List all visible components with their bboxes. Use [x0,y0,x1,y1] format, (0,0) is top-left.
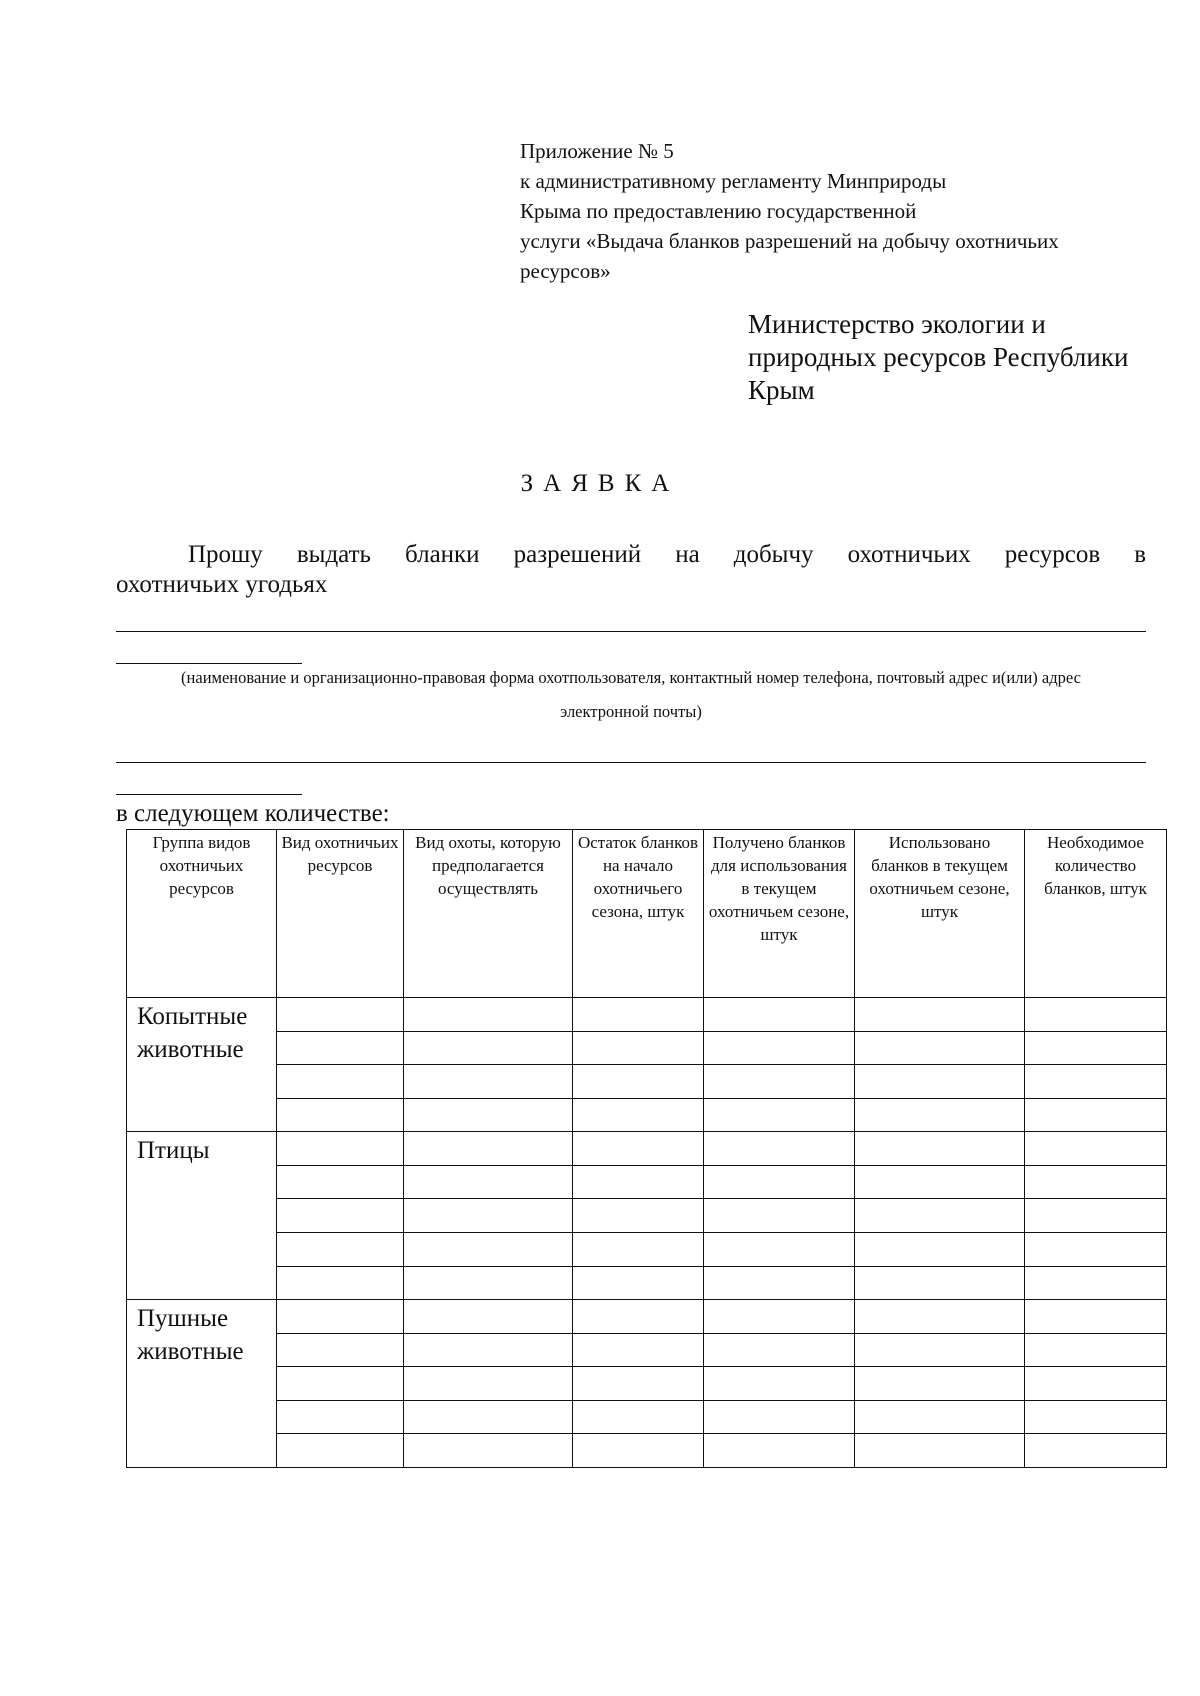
table-cell[interactable] [573,1333,704,1367]
table-cell[interactable] [855,1199,1025,1233]
table-cell[interactable] [573,1434,704,1468]
table-cell[interactable] [704,1232,855,1266]
table-row [127,1367,1167,1401]
table-cell[interactable] [404,1199,573,1233]
table-cell[interactable] [1025,1232,1167,1266]
group-cell-ungulates: Копытные животные [127,998,277,1132]
table-cell[interactable] [855,1132,1025,1166]
table-row [127,1333,1167,1367]
request-text-line: Прошу выдать бланки разрешений на добычу охотничьих ресурсов в [188,541,1146,568]
table-header-row [127,830,1167,998]
table-cell[interactable] [573,1098,704,1132]
table-cell[interactable] [404,1367,573,1401]
table-cell[interactable] [704,1132,855,1166]
table-cell[interactable] [277,1333,404,1367]
table-row [127,1098,1167,1132]
table-cell[interactable] [1025,1333,1167,1367]
table-cell[interactable] [404,1300,573,1334]
fill-in-line[interactable] [116,762,1146,763]
quantity-table [126,829,1167,1468]
table-cell[interactable] [855,1065,1025,1099]
table-row [127,1031,1167,1065]
table-cell[interactable] [277,1065,404,1099]
table-cell[interactable] [277,1266,404,1300]
table-cell[interactable] [1025,1098,1167,1132]
table-cell[interactable] [404,1132,573,1166]
quantity-label: в следующем количестве: [116,800,390,827]
table-row [127,1300,1167,1334]
table-cell[interactable] [1025,1031,1167,1065]
table-row [127,998,1167,1032]
table-cell[interactable] [404,1098,573,1132]
table-cell[interactable] [277,1400,404,1434]
table-cell[interactable] [573,998,704,1032]
header-remaining-blanks: Остаток бланков на начало охотничьего сезона, штук [573,830,704,998]
table-cell[interactable] [704,1031,855,1065]
table-row [127,1266,1167,1300]
table-cell[interactable] [573,1165,704,1199]
recipient-line: Крым [748,375,815,405]
table-cell[interactable] [855,1400,1025,1434]
table-row [127,1132,1167,1166]
table-cell[interactable] [704,1065,855,1099]
table-row [127,1232,1167,1266]
table-row [127,1400,1167,1434]
appendix-block [520,136,1059,286]
recipient-block [748,308,1128,407]
table-cell[interactable] [573,1065,704,1099]
table-cell[interactable] [277,1300,404,1334]
appendix-line: к административному регламенту Минприроды [520,169,947,193]
appendix-line: Приложение № 5 [520,139,674,163]
header-hunting-type: Вид охоты, которую предполагается осуществлять [404,830,573,998]
table-row [127,1165,1167,1199]
header-resource-type: Вид охотничьих ресурсов [277,830,404,998]
recipient-line: Министерство экологии и [748,309,1046,339]
table-cell[interactable] [855,1333,1025,1367]
field-caption: электронной почты) [560,702,702,721]
table-cell[interactable] [1025,998,1167,1032]
table-cell[interactable] [704,1098,855,1132]
table-cell[interactable] [573,1400,704,1434]
table-cell[interactable] [704,1367,855,1401]
table-cell[interactable] [704,1300,855,1334]
table-cell[interactable] [1025,1199,1167,1233]
table-cell[interactable] [277,1165,404,1199]
group-cell-fur-animals: Пушные животные [127,1300,277,1468]
table-cell[interactable] [1025,1132,1167,1166]
table-cell[interactable] [404,1232,573,1266]
table-cell[interactable] [573,1300,704,1334]
table-cell[interactable] [704,1434,855,1468]
table-cell[interactable] [404,1031,573,1065]
table-cell[interactable] [277,1031,404,1065]
table-cell[interactable] [855,1434,1025,1468]
table-cell[interactable] [277,1232,404,1266]
table-cell[interactable] [573,1266,704,1300]
table-row [127,1434,1167,1468]
table-cell[interactable] [404,1266,573,1300]
table-cell[interactable] [855,1165,1025,1199]
table-cell[interactable] [855,1300,1025,1334]
table-cell[interactable] [573,1367,704,1401]
table-cell[interactable] [277,1098,404,1132]
table-cell[interactable] [404,1065,573,1099]
appendix-line: ресурсов» [520,259,611,283]
table-cell[interactable] [573,1031,704,1065]
table-cell[interactable] [277,1199,404,1233]
table-row [127,1199,1167,1233]
table-cell[interactable] [855,998,1025,1032]
table-cell[interactable] [573,1199,704,1233]
recipient-line: природных ресурсов Республики [748,342,1129,372]
table-cell[interactable] [1025,1266,1167,1300]
table-cell[interactable] [1025,1300,1167,1334]
table-cell[interactable] [1025,1065,1167,1099]
table-cell[interactable] [573,1132,704,1166]
header-resource-group: Группа видов охотничьих ресурсов [127,830,277,998]
table-cell[interactable] [573,1232,704,1266]
table-cell[interactable] [855,1266,1025,1300]
table-row [127,1065,1167,1099]
request-text-line: охотничьих угодьях [116,571,328,598]
table-cell[interactable] [1025,1367,1167,1401]
table-cell[interactable] [704,1199,855,1233]
table-cell[interactable] [704,1400,855,1434]
header-needed-blanks: Необходимое количество бланков, штук [1025,830,1167,998]
table-cell[interactable] [277,1132,404,1166]
table-cell[interactable] [704,998,855,1032]
table-cell[interactable] [1025,1165,1167,1199]
table-cell[interactable] [1025,1400,1167,1434]
table-cell[interactable] [404,1434,573,1468]
table-cell[interactable] [855,1367,1025,1401]
table-cell[interactable] [404,1165,573,1199]
table-cell[interactable] [277,1434,404,1468]
table-cell[interactable] [855,1232,1025,1266]
table-cell[interactable] [704,1266,855,1300]
fill-in-line[interactable] [116,631,1146,632]
header-used-blanks: Использовано бланков в текущем охотничьем сезоне, штук [855,830,1025,998]
table-cell[interactable] [855,1098,1025,1132]
field-caption: (наименование и организационно-правовая форма охотпользователя, контактный номер телефона, почтовый адрес и(или) адрес [181,668,1081,687]
table-cell[interactable] [704,1165,855,1199]
table-cell[interactable] [704,1333,855,1367]
table-cell[interactable] [855,1031,1025,1065]
table-cell[interactable] [404,1333,573,1367]
appendix-line: услуги «Выдача бланков разрешений на добычу охотничьих [520,229,1059,253]
header-received-blanks: Получено бланков для использования в текущем охотничьем сезоне, штук [704,830,855,998]
group-cell-birds: Птицы [127,1132,277,1300]
fill-in-line[interactable] [116,794,302,795]
fill-in-line[interactable] [116,663,302,664]
document-title: ЗАЯВКА [520,470,680,497]
table-cell[interactable] [277,998,404,1032]
table-cell[interactable] [404,998,573,1032]
table-cell[interactable] [1025,1434,1167,1468]
table-cell[interactable] [277,1367,404,1401]
table-cell[interactable] [404,1400,573,1434]
appendix-line: Крыма по предоставлению государственной [520,199,917,223]
